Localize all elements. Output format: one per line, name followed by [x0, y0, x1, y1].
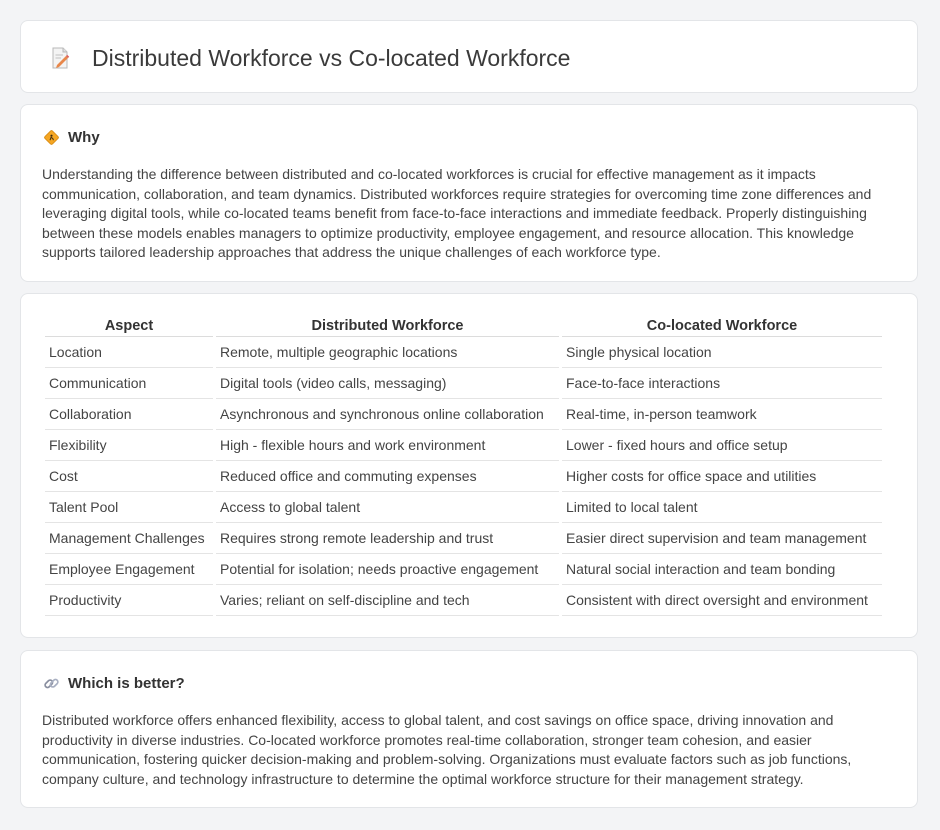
distributed-cell: Requires strong remote leadership and trust	[216, 523, 559, 554]
why-heading-row	[43, 126, 100, 148]
distributed-cell: Digital tools (video calls, messaging)	[216, 368, 559, 399]
aspect-cell: Productivity	[45, 585, 213, 616]
table-row	[45, 337, 882, 368]
better-text: Distributed workforce offers enhanced flexibility, access to global talent, and cost savings on office space, driving innovation and productivity in diverse industries. Co-located workforce promotes real-time collaboration, stronger team cohesion, and easier communication, fostering quicker decision-making and problem-solving. Organizations must evaluate factors such as job functions, company culture, and technology infrastructure to determine the optimal workforce structure for their management strategy.	[42, 712, 852, 787]
which-is-better-section	[20, 650, 918, 808]
table-row	[45, 461, 882, 492]
aspect-cell: Flexibility	[45, 430, 213, 461]
aspect-cell: Collaboration	[45, 399, 213, 430]
table-row	[45, 554, 882, 585]
aspect-cell: Cost	[45, 461, 213, 492]
construction-sign-icon	[43, 129, 60, 146]
aspect-cell: Talent Pool	[45, 492, 213, 523]
aspect-cell: Communication	[45, 368, 213, 399]
comparison-section	[20, 293, 918, 638]
table-row	[45, 492, 882, 523]
colocated-cell: Consistent with direct oversight and environment	[562, 585, 882, 616]
distributed-cell: Remote, multiple geographic locations	[216, 337, 559, 368]
distributed-cell: Reduced office and commuting expenses	[216, 461, 559, 492]
aspect-cell: Employee Engagement	[45, 554, 213, 585]
table-row	[45, 523, 882, 554]
column-header-colocated: Co-located Workforce	[562, 316, 882, 337]
colocated-cell: Lower - fixed hours and office setup	[562, 430, 882, 461]
aspect-cell: Management Challenges	[45, 523, 213, 554]
distributed-cell: High - flexible hours and work environment	[216, 430, 559, 461]
better-heading: Which is better?	[68, 674, 185, 692]
distributed-cell: Asynchronous and synchronous online collaboration	[216, 399, 559, 430]
better-heading-row	[43, 672, 185, 694]
distributed-cell: Varies; reliant on self-discipline and tech	[216, 585, 559, 616]
table-row	[45, 585, 882, 616]
colocated-cell: Limited to local talent	[562, 492, 882, 523]
column-header-aspect: Aspect	[45, 316, 213, 337]
column-header-distributed: Distributed Workforce	[216, 316, 559, 337]
document-edit-icon	[48, 46, 72, 70]
aspect-cell: Location	[45, 337, 213, 368]
comparison-table	[42, 316, 885, 616]
colocated-cell: Easier direct supervision and team management	[562, 523, 882, 554]
table-row	[45, 368, 882, 399]
colocated-cell: Higher costs for office space and utilities	[562, 461, 882, 492]
colocated-cell: Face-to-face interactions	[562, 368, 882, 399]
page-title: Distributed Workforce vs Co-located Workforce	[92, 45, 571, 71]
why-text: Understanding the difference between distributed and co-located workforces is crucial for effective management as it impacts communication, collaboration, and team dynamics. Distributed workforces require strategies for overcoming time zone differences and leveraging digital tools, while co-located teams benefit from face-to-face interactions and immediate feedback. Properly distinguishing between these models enables managers to optimize productivity, employee engagement, and resource allocation. This knowledge supports tailored leadership approaches that address the unique challenges of each workforce type.	[42, 166, 872, 261]
distributed-cell: Potential for isolation; needs proactive engagement	[216, 554, 559, 585]
table-header-row	[45, 316, 882, 337]
distributed-cell: Access to global talent	[216, 492, 559, 523]
colocated-cell: Natural social interaction and team bonding	[562, 554, 882, 585]
why-heading: Why	[68, 128, 100, 146]
colocated-cell: Single physical location	[562, 337, 882, 368]
table-row	[45, 430, 882, 461]
colocated-cell: Real-time, in-person teamwork	[562, 399, 882, 430]
table-row	[45, 399, 882, 430]
title-card	[20, 20, 918, 93]
why-section	[20, 104, 918, 282]
link-icon	[43, 675, 60, 692]
